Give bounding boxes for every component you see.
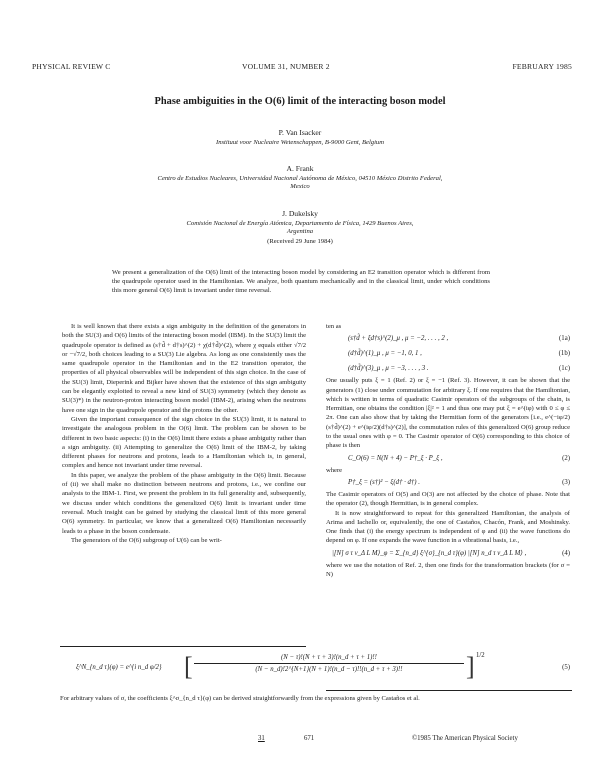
- footer-volume: 31: [258, 735, 265, 742]
- volume-number: VOLUME 31, NUMBER 2: [242, 62, 330, 71]
- author-1: P. Van Isacker: [278, 128, 322, 137]
- paragraph: The Casimir operators of O(5) and O(3) are not affected by the choice of phase. Note that the operator (2), though Hermitian, is in general complex.: [326, 490, 570, 508]
- right-bracket: ]: [466, 652, 475, 681]
- equation-expression: |[N] σ τ ν_Δ L M⟩_φ = Σ_{n_d} ξ^{σ}_{n_d τ}(φ) |[N] n_d τ ν_Δ L M⟩ ,: [332, 549, 527, 557]
- equation-1c: [326, 361, 570, 376]
- paragraph: where: [326, 466, 343, 474]
- paragraph: Given the important consequence of the sign choice in the SU(3) limit, it is natural to investigate the analogous problem in the O(6) limit. The problem can be shown to be different in two basic aspects: (i) in the O(6) limit there exists a phase ambiguity rather than a sign ambiguity. (ii) Attempting to generalize the O(6) limit of the IBM-2, by taking different phases for neutrons and protons, leads to a Hamiltonian which is, in general, complex and hence not invariant under time reversal.: [62, 415, 306, 470]
- footnote-text: For arbitrary values of σ, the coefficients ξ^σ_{n_d τ}(φ) can be derived straightforwardly from the expressions given by Castaños et al.: [60, 695, 420, 702]
- equation-expression: (d†d̃)^(3)_μ , μ = −3, . . . , 3 .: [348, 365, 429, 373]
- right-column: [326, 322, 570, 579]
- left-column: [62, 322, 306, 545]
- equation-number: (1a): [559, 335, 570, 343]
- paragraph: It is well known that there exists a sign ambiguity in the definition of the generators in both the SU(3) and O(6) limits of the interacting boson model (IBM). In the SU(3) limit the quadrupole operator is defined as (s†d̃ + d†s)^(2) + χ(d†d̃)^(2), where χ equals either √7/2 or −√7/2, both choices leading to a SU(3) Lie algebra. As long as one consistently uses the same quadrupole operator in the Hamiltonian and in the E2 transition operator, the properties of all physical observables will be independent of this sign choice. In the case of the SU(3) limit, Dieperink and Bijker have shown that the existence of this sign ambiguity can be elegantly exploited to reveal a new kind of SU(3) symmetry (which they denote as SU(3)*) in the neutron-proton interacting boson model (IBM-2), arising when the neutrons have one sign in the quadrupole operator and the protons the other.: [62, 323, 306, 414]
- equation-number: (5): [562, 664, 570, 671]
- paragraph: It is now straightforward to repeat for this generalized Hamiltonian, the analysis of Arima and Iachello or, equivalently, the one of Castaños, Chacón, Frank, and Moshinsky. One finds that (i) the energy spectrum is independent of φ and (ii) the wave functions do depend on φ. If one expands the wave function in a vibrational basis, i.e.,: [326, 509, 570, 545]
- affiliation-2: Centro de Estudios Nucleares, Universidad Nacional Autónoma de México, 04510 México Distrito Federal, Mexico: [157, 175, 443, 191]
- page-number: 671: [304, 735, 315, 742]
- divider: [60, 646, 306, 647]
- paragraph: One usually puts ξ = 1 (Ref. 2) or ξ = −1 (Ref. 3). However, it can be shown that the generators (1) close under commutation for arbitrary ξ. If one requires that the Hamiltonian, which is written in terms of quadratic Casimir operators of the subgroups of the chain, is Hermitian, one obtains the condition |ξ|² = 1 and thus one may put ξ = e^(iφ) with 0 ≤ φ ≤ 2π. One can also show that by taking the Hermitian form of the generators [i.e., e^(−iφ/2)(s†d̃)^(2) + e^(iφ/2)(d†s)^(2)], the commutation rules of this generalized O(6) group reduce to the usual ones with φ = 0. The Casimir operator of O(6) corresponding to this choice of phase is then: [326, 377, 570, 450]
- equation-exponent: 1/2: [476, 652, 485, 659]
- paragraph: ten as: [326, 323, 342, 330]
- fraction: [194, 654, 464, 673]
- copyright: ©1985 The American Physical Society: [412, 735, 518, 742]
- abstract: We present a generalization of the O(6) limit of the interacting boson model by considering an E2 transition operator which is different from the quadrupole operator used in the Hamiltonian. We analyze, both quantum mechanically and in the classical limit, under which conditions this more general O(6) limit is invariant under time reversal.: [112, 269, 490, 294]
- author-3: J. Dukelsky: [282, 209, 318, 218]
- divider: [326, 690, 572, 691]
- equation-expression: C_O(6) = N(N + 4) − P†_ξ · P_ξ ,: [348, 454, 443, 462]
- equation-5: [76, 652, 570, 688]
- fraction-denominator: (N − n_d)!2^{N+1}(N + 1)!(n_d − τ)!!(n_d + τ + 3)!!: [255, 666, 403, 673]
- equation-number: (1b): [558, 350, 570, 358]
- paragraph: The generators of the O(6) subgroup of U(6) can be writ-: [71, 536, 222, 544]
- equation-2: [326, 451, 570, 466]
- equation-1b: [326, 346, 570, 361]
- equation-number: (3): [562, 478, 570, 486]
- equation-number: (2): [562, 454, 570, 462]
- received-date: (Received 29 June 1984): [267, 238, 333, 245]
- equation-4: [326, 546, 570, 561]
- author-2: A. Frank: [286, 164, 314, 173]
- affiliation-3: Comisión Nacional de Energía Atómica, Departamento de Física, 1429 Buenos Aires, Argentina: [186, 220, 414, 236]
- equation-expression: (d†d̃)^(1)_μ , μ = −1, 0, 1 ,: [348, 350, 422, 358]
- issue-date: FEBRUARY 1985: [512, 62, 572, 71]
- equation-number: (4): [562, 549, 570, 557]
- left-bracket: [: [184, 652, 193, 681]
- equation-1a: [326, 331, 570, 346]
- paper-title: Phase ambiguities in the O(6) limit of the interacting boson model: [154, 96, 446, 107]
- journal-name: PHYSICAL REVIEW C: [32, 62, 111, 71]
- affiliation-1: Instituut voor Nucleaire Wetenschappen, B-9000 Gent, Belgium: [216, 139, 384, 146]
- fraction-numerator: (N − τ)!(N + τ + 3)!(n_d + τ + 1)!!: [194, 654, 464, 664]
- equation-lhs: ξ^N_{n_d τ}(φ) = e^{i n_d φ/2}: [76, 664, 162, 671]
- equation-expression: P†_ξ = (s†)² − ξ(d† · d†) .: [348, 478, 420, 486]
- paragraph: where we use the notation of Ref. 2, then one finds for the transformation brackets (for σ = N): [326, 561, 570, 579]
- equation-expression: (s†d̃ + ξd†s)^(2)_μ , μ = −2, . . . , 2 ,: [348, 335, 449, 343]
- paragraph: In this paper, we analyze the problem of the phase ambiguity in the O(6) limit. Because of (ii) we shall make no distinction between neutrons and protons, i.e., we confine our analysis to the IBM-1. First, we present the problem in its full generality and, subsequently, we discuss under which conditions the generalized O(6) limit is invariant under time reversal. Much insight can be gained by studying the classical limit of this more general O(6) symmetry. In particular, we know that a generalized O(6) Hamiltonian necessarily leads to a phase in the boson condensate.: [62, 471, 306, 535]
- equation-number: (1c): [559, 365, 570, 373]
- equation-3: [326, 475, 570, 490]
